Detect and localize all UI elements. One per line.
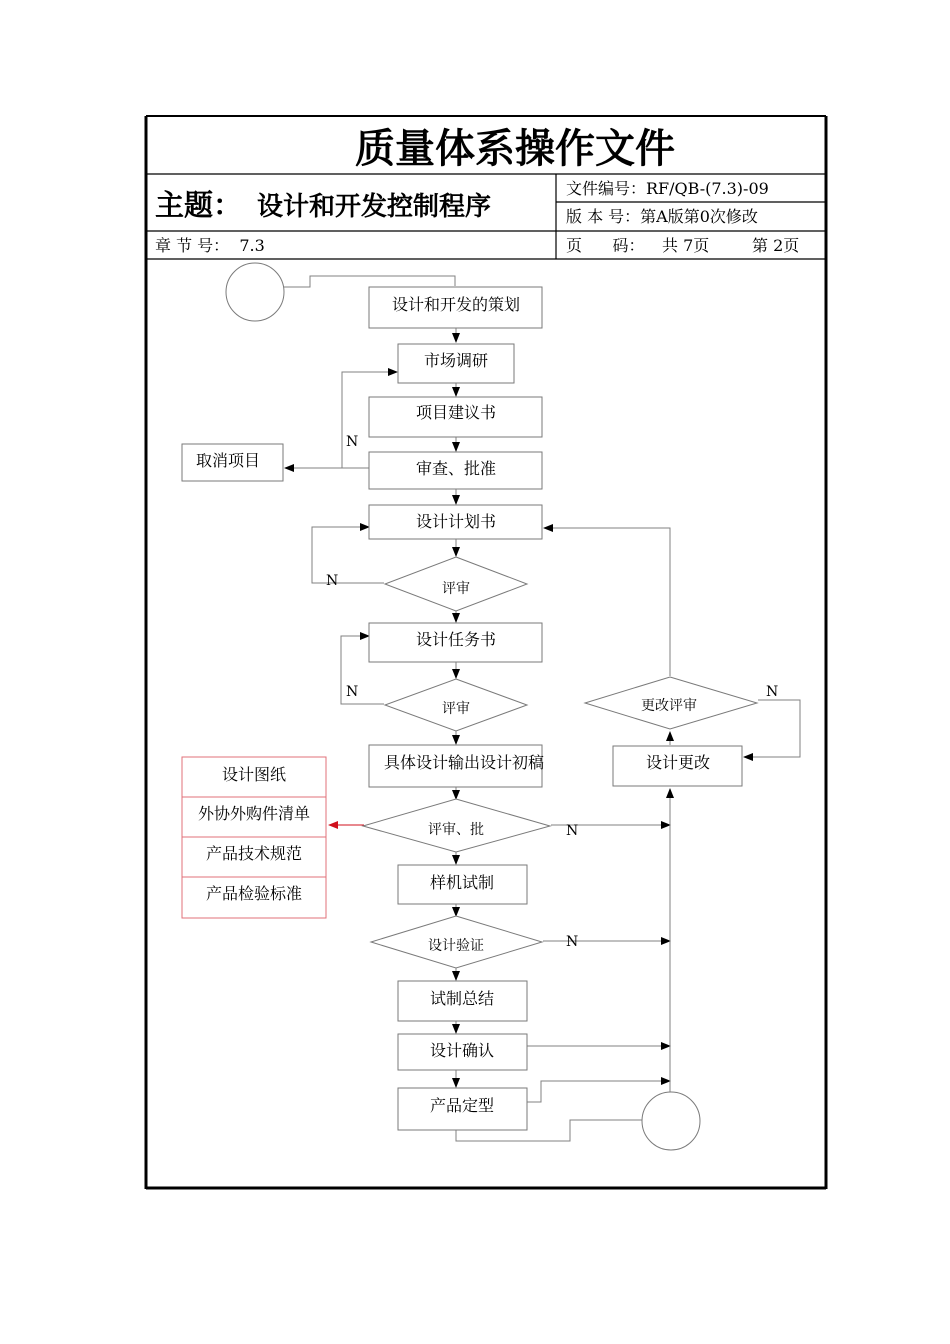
output-item-inspection: 产品检验标准: [205, 884, 303, 903]
process-confirmation: [398, 1034, 527, 1070]
pages-total: 共 7页: [662, 236, 710, 255]
output-label: 具体设计输出设计初稿: [383, 753, 545, 772]
process-market-research: [398, 344, 514, 383]
subject-value: 设计和开发控制程序: [257, 192, 492, 222]
pages-label: 页 码：: [566, 236, 645, 255]
finalize-label: 产品定型: [429, 1096, 495, 1115]
end-circle: [642, 1092, 700, 1150]
verification-label: 设计验证: [428, 938, 484, 954]
outputs-list: [182, 757, 326, 918]
design-change-label: 设计更改: [645, 753, 711, 772]
n-label-review-2: N: [346, 684, 359, 700]
design-plan-label: 设计计划书: [415, 512, 497, 531]
version-number: 版 本 号：第A版第0次修改: [566, 207, 758, 226]
process-proposal: [369, 397, 542, 437]
process-cancel: [182, 444, 283, 481]
process-design-plan: [369, 505, 542, 539]
output-item-spec: 产品技术规范: [205, 844, 303, 863]
approval-label: 审查、批准: [415, 459, 497, 478]
n-label-approval: N: [346, 434, 359, 450]
n-label-review-1: N: [326, 573, 339, 589]
output-item-parts-list: 外协外购件清单: [197, 804, 311, 823]
review-3-label: 评审、批: [428, 822, 484, 838]
decision-review-1: [385, 557, 527, 611]
review-2-label: 评审: [442, 701, 470, 717]
n-label-change-review: N: [766, 684, 779, 700]
decision-verification: [371, 916, 542, 968]
decision-change-review: [585, 677, 757, 729]
n-label-verification: N: [566, 934, 579, 950]
n-label-review-3: N: [566, 823, 579, 839]
process-finalize: [398, 1088, 527, 1130]
file-number: 文件编号：RF/QB-(7.3)-09: [566, 179, 769, 198]
process-output: [369, 745, 544, 787]
change-review-label: 更改评审: [641, 698, 697, 714]
confirmation-label: 设计确认: [429, 1041, 495, 1060]
document-title: 质量体系操作文件: [355, 125, 675, 172]
trial-summary-label: 试制总结: [429, 989, 495, 1008]
chapter-number: 章 节 号： 7.3: [155, 236, 265, 255]
decision-review-2: [385, 679, 527, 731]
cancel-label: 取消项目: [195, 451, 261, 470]
decision-review-3: [363, 799, 550, 852]
process-trial-summary: [398, 981, 527, 1021]
process-approval: [369, 452, 542, 489]
process-design-change: [613, 746, 742, 786]
process-prototype: [398, 865, 527, 904]
task-label: 设计任务书: [415, 630, 497, 649]
subject-label: 主题：: [155, 188, 243, 222]
planning-label: 设计和开发的策划: [391, 295, 521, 314]
start-circle: [226, 263, 284, 321]
process-task: [369, 623, 542, 662]
market-research-label: 市场调研: [423, 351, 489, 370]
process-planning: [369, 287, 542, 328]
prototype-label: 样机试制: [429, 873, 495, 892]
review-1-label: 评审: [442, 581, 470, 597]
proposal-label: 项目建议书: [415, 403, 497, 422]
page-current: 第 2页: [752, 236, 800, 255]
output-item-drawings: 设计图纸: [221, 765, 287, 784]
